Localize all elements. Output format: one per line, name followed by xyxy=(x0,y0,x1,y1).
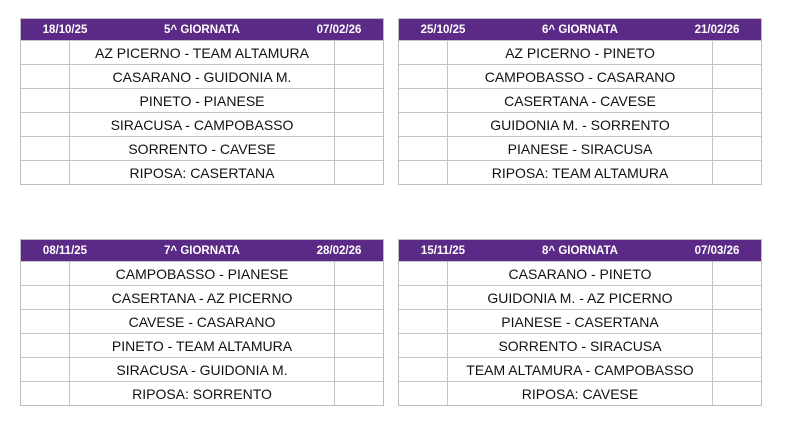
match-row xyxy=(399,40,761,64)
match-text: CAMPOBASSO - PIANESE xyxy=(115,265,289,282)
blank-cell xyxy=(712,161,761,184)
round-table-5 xyxy=(20,18,384,185)
blank-cell xyxy=(712,65,761,88)
blank-cell xyxy=(334,334,383,357)
round-end-date: 07/02/26 xyxy=(316,23,362,36)
round-header xyxy=(21,19,383,40)
blank-cell xyxy=(399,310,448,333)
blank-cell xyxy=(334,161,383,184)
blank-cell xyxy=(712,334,761,357)
round-start-date: 08/11/25 xyxy=(42,244,88,257)
bye-text: RIPOSA: CASERTANA xyxy=(129,164,275,181)
blank-cell xyxy=(334,358,383,381)
round-header xyxy=(399,19,761,40)
blank-cell xyxy=(399,113,448,136)
round-end-date: 28/02/26 xyxy=(316,244,362,257)
blank-cell xyxy=(21,382,70,405)
match-row xyxy=(399,285,761,309)
blank-cell xyxy=(334,41,383,64)
blank-cell xyxy=(21,113,70,136)
match-text: GUIDONIA M. - AZ PICERNO xyxy=(487,289,673,306)
round-start-date: 25/10/25 xyxy=(420,23,466,36)
match-row xyxy=(399,64,761,88)
match-text: CAMPOBASSO - CASARANO xyxy=(484,68,676,85)
round-start-date: 18/10/25 xyxy=(42,23,88,36)
match-text: SORRENTO - CAVESE xyxy=(128,140,276,157)
bye-row xyxy=(21,381,383,405)
blank-cell xyxy=(21,262,70,285)
blank-cell xyxy=(712,382,761,405)
bye-text: RIPOSA: SORRENTO xyxy=(132,385,272,402)
bye-text: RIPOSA: CAVESE xyxy=(521,385,639,402)
match-row xyxy=(21,136,383,160)
blank-cell xyxy=(399,161,448,184)
bye-row xyxy=(21,160,383,184)
match-row xyxy=(21,88,383,112)
round-start-date: 15/11/25 xyxy=(420,244,466,257)
match-row xyxy=(21,333,383,357)
match-text: PIANESE - CASERTANA xyxy=(501,313,659,330)
blank-cell xyxy=(399,382,448,405)
match-text: AZ PICERNO - TEAM ALTAMURA xyxy=(95,44,309,61)
blank-cell xyxy=(712,137,761,160)
round-title: 5^ GIORNATA xyxy=(164,23,240,36)
match-text: CASERTANA - CAVESE xyxy=(504,92,656,109)
match-row xyxy=(399,112,761,136)
match-text: CAVESE - CASARANO xyxy=(128,313,276,330)
blank-cell xyxy=(399,358,448,381)
blank-cell xyxy=(399,65,448,88)
blank-cell xyxy=(334,310,383,333)
match-row xyxy=(21,40,383,64)
match-row xyxy=(399,357,761,381)
blank-cell xyxy=(21,137,70,160)
match-text: CASARANO - GUIDONIA M. xyxy=(112,68,292,85)
match-text: GUIDONIA M. - SORRENTO xyxy=(490,116,670,133)
blank-cell xyxy=(334,137,383,160)
match-row xyxy=(399,136,761,160)
round-table-7 xyxy=(20,239,384,406)
blank-cell xyxy=(712,41,761,64)
blank-cell xyxy=(21,161,70,184)
match-row xyxy=(21,64,383,88)
match-text: TEAM ALTAMURA - CAMPOBASSO xyxy=(466,361,694,378)
match-row xyxy=(399,88,761,112)
blank-cell xyxy=(712,310,761,333)
match-row xyxy=(21,357,383,381)
blank-cell xyxy=(21,334,70,357)
match-row xyxy=(399,309,761,333)
blank-cell xyxy=(334,113,383,136)
match-row xyxy=(21,112,383,136)
match-text: CASARANO - PINETO xyxy=(508,265,652,282)
blank-cell xyxy=(712,89,761,112)
blank-cell xyxy=(712,286,761,309)
blank-cell xyxy=(334,65,383,88)
blank-cell xyxy=(399,89,448,112)
round-header xyxy=(21,240,383,261)
match-row xyxy=(21,285,383,309)
match-row xyxy=(399,261,761,285)
blank-cell xyxy=(21,358,70,381)
blank-cell xyxy=(399,334,448,357)
bye-row xyxy=(399,381,761,405)
blank-cell xyxy=(21,65,70,88)
blank-cell xyxy=(712,262,761,285)
blank-cell xyxy=(21,41,70,64)
round-title: 8^ GIORNATA xyxy=(542,244,618,257)
blank-cell xyxy=(399,41,448,64)
blank-cell xyxy=(712,113,761,136)
blank-cell xyxy=(399,137,448,160)
match-row xyxy=(21,261,383,285)
blank-cell xyxy=(334,382,383,405)
blank-cell xyxy=(334,89,383,112)
round-table-6 xyxy=(398,18,762,185)
match-text: AZ PICERNO - PINETO xyxy=(505,44,655,61)
match-row xyxy=(399,333,761,357)
blank-cell xyxy=(399,262,448,285)
round-title: 6^ GIORNATA xyxy=(542,23,618,36)
match-text: PINETO - PIANESE xyxy=(139,92,265,109)
blank-cell xyxy=(21,89,70,112)
round-end-date: 21/02/26 xyxy=(694,23,740,36)
match-text: PINETO - TEAM ALTAMURA xyxy=(111,337,293,354)
round-end-date: 07/03/26 xyxy=(694,244,740,257)
match-text: SIRACUSA - GUIDONIA M. xyxy=(116,361,288,378)
match-text: SORRENTO - SIRACUSA xyxy=(498,337,662,354)
match-row xyxy=(21,309,383,333)
round-title: 7^ GIORNATA xyxy=(164,244,240,257)
match-text: PIANESE - SIRACUSA xyxy=(507,140,653,157)
blank-cell xyxy=(21,286,70,309)
blank-cell xyxy=(399,286,448,309)
bye-text: RIPOSA: TEAM ALTAMURA xyxy=(491,164,669,181)
round-header xyxy=(399,240,761,261)
blank-cell xyxy=(21,310,70,333)
round-table-8 xyxy=(398,239,762,406)
blank-cell xyxy=(334,262,383,285)
match-text: CASERTANA - AZ PICERNO xyxy=(111,289,293,306)
match-text: SIRACUSA - CAMPOBASSO xyxy=(110,116,294,133)
blank-cell xyxy=(712,358,761,381)
blank-cell xyxy=(334,286,383,309)
bye-row xyxy=(399,160,761,184)
